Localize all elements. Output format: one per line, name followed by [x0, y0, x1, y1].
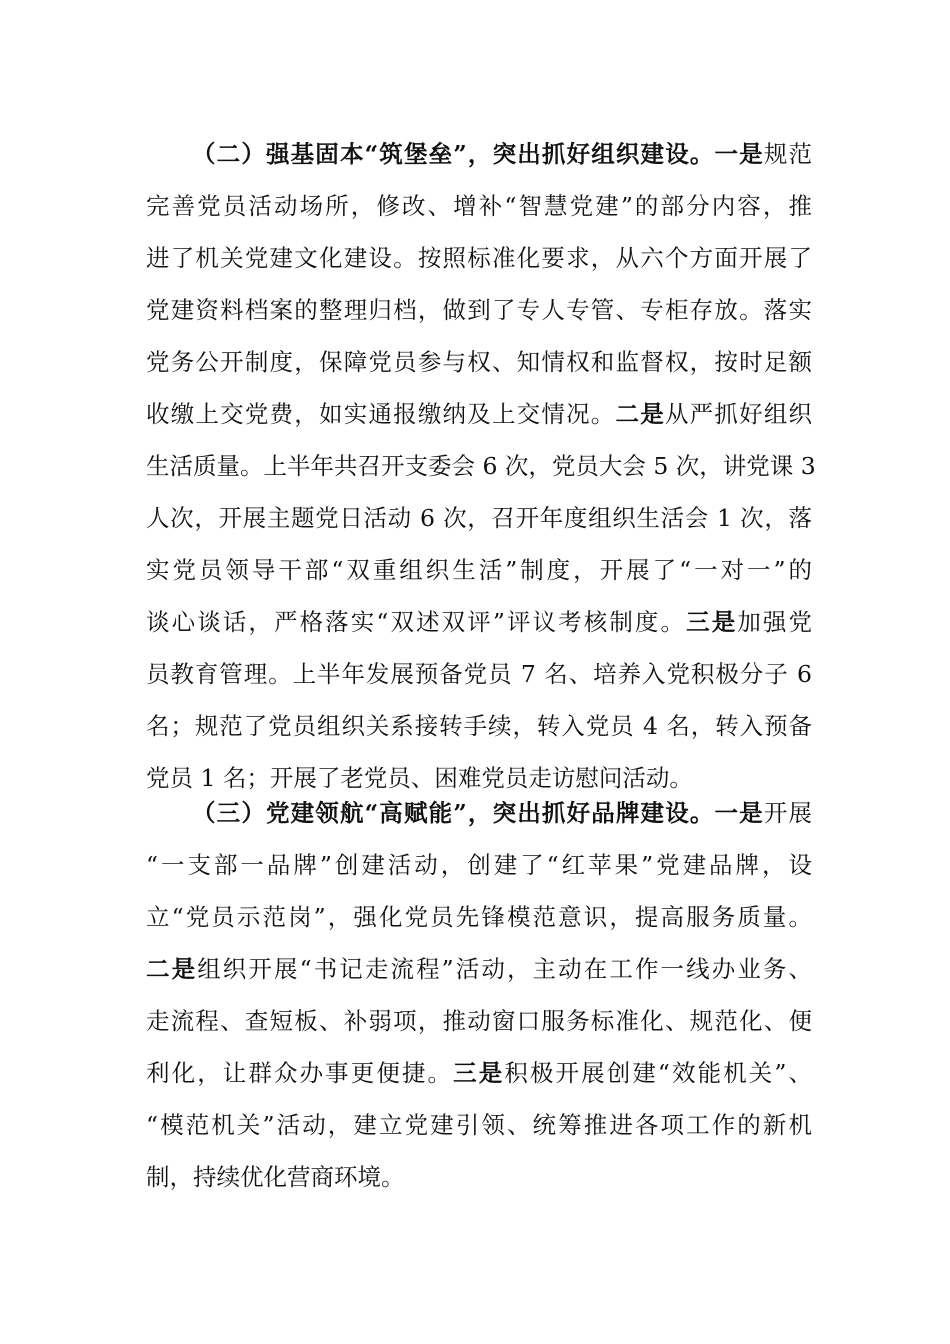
- bold-text-run: （三）党建领航“高赋能”，突出抓好品牌建设。: [192, 799, 715, 827]
- text-run: 从严抓好组织: [664, 400, 813, 428]
- text-line: [146, 388, 812, 440]
- text-run: 进了机关党建文化建设。按照标准化要求，从六个方面开展了: [146, 244, 812, 272]
- text-run: 加强党: [737, 608, 813, 636]
- text-line: [146, 544, 812, 596]
- text-run: 实党员领导干部“双重组织生活”制度，开展了“一对一”的: [146, 556, 812, 584]
- text-line: [146, 284, 812, 336]
- text-run: 名；规范了党员组织关系接转手续，转入党员 4 名，转入预备: [146, 712, 812, 740]
- text-run: 开展: [763, 799, 813, 827]
- text-run: 积极开展创建“效能机关”、: [504, 1059, 813, 1087]
- text-run: 规范: [763, 140, 813, 168]
- text-line: [146, 440, 816, 492]
- text-line: [146, 839, 812, 891]
- text-line: [146, 1047, 812, 1099]
- text-line: [146, 995, 812, 1047]
- bold-text-run: 三是: [453, 1059, 505, 1087]
- text-line: [146, 700, 812, 752]
- text-line: [146, 787, 812, 839]
- text-run: 员教育管理。上半年发展预备党员 7 名、培养入党积极分子 6: [146, 660, 812, 688]
- bold-text-run: 一是: [714, 799, 764, 827]
- text-line: [146, 492, 812, 544]
- text-line: [146, 232, 812, 284]
- bold-text-run: 一是: [714, 140, 764, 168]
- text-run: 人次，开展主题党日活动 6 次，召开年度组织生活会 1 次，落: [146, 504, 812, 532]
- text-run: 完善党员活动场所，修改、增补“智慧党建”的部分内容，推: [146, 192, 812, 220]
- text-run: 生活质量。上半年共召开支委会 6 次，党员大会 5 次，讲党课 3: [146, 452, 816, 480]
- text-run: 立“党员示范岗”，强化党员先锋模范意识，提高服务质量。: [146, 903, 812, 931]
- text-run: “一支部一品牌”创建活动，创建了“红苹果”党建品牌，设: [146, 851, 812, 879]
- bold-text-run: （二）强基固本“筑堡垒”，突出抓好组织建设。: [192, 140, 715, 168]
- text-line: [146, 891, 812, 943]
- text-line: [146, 180, 812, 232]
- text-line: [146, 336, 812, 388]
- text-run: 利化，让群众办事更便捷。: [146, 1059, 454, 1087]
- bold-text-run: 二是: [615, 400, 665, 428]
- text-run: 走流程、查短板、补弱项，推动窗口服务标准化、规范化、便: [146, 1007, 812, 1035]
- paragraph-brand-building: [146, 787, 812, 1203]
- text-run: 党建资料档案的整理归档，做到了专人专管、专柜存放。落实: [146, 296, 812, 324]
- text-line: [146, 648, 812, 700]
- text-run: “模范机关”活动，建立党建引领、统筹推进各项工作的新机: [146, 1111, 812, 1139]
- paragraph-organization-building: [146, 128, 816, 804]
- text-run: 制，持续优化营商环境。: [146, 1163, 405, 1191]
- text-line: [146, 943, 812, 995]
- text-line: [146, 1099, 812, 1151]
- text-run: 谈心谈话，严格落实“双述双评”评议考核制度。: [146, 608, 687, 636]
- bold-text-run: 三是: [686, 608, 738, 636]
- bold-text-run: 二是: [146, 955, 198, 983]
- text-line: [146, 128, 812, 180]
- text-line: [146, 1151, 812, 1203]
- text-line: [146, 596, 812, 648]
- text-run: 收缴上交党费，如实通报缴纳及上交情况。: [146, 400, 616, 428]
- text-run: 党员 1 名；开展了老党员、困难党员走访慰问活动。: [146, 764, 693, 792]
- text-run: 党务公开制度，保障党员参与权、知情权和监督权，按时足额: [146, 348, 812, 376]
- text-run: 组织开展“书记走流程”活动，主动在工作一线办业务、: [197, 955, 813, 983]
